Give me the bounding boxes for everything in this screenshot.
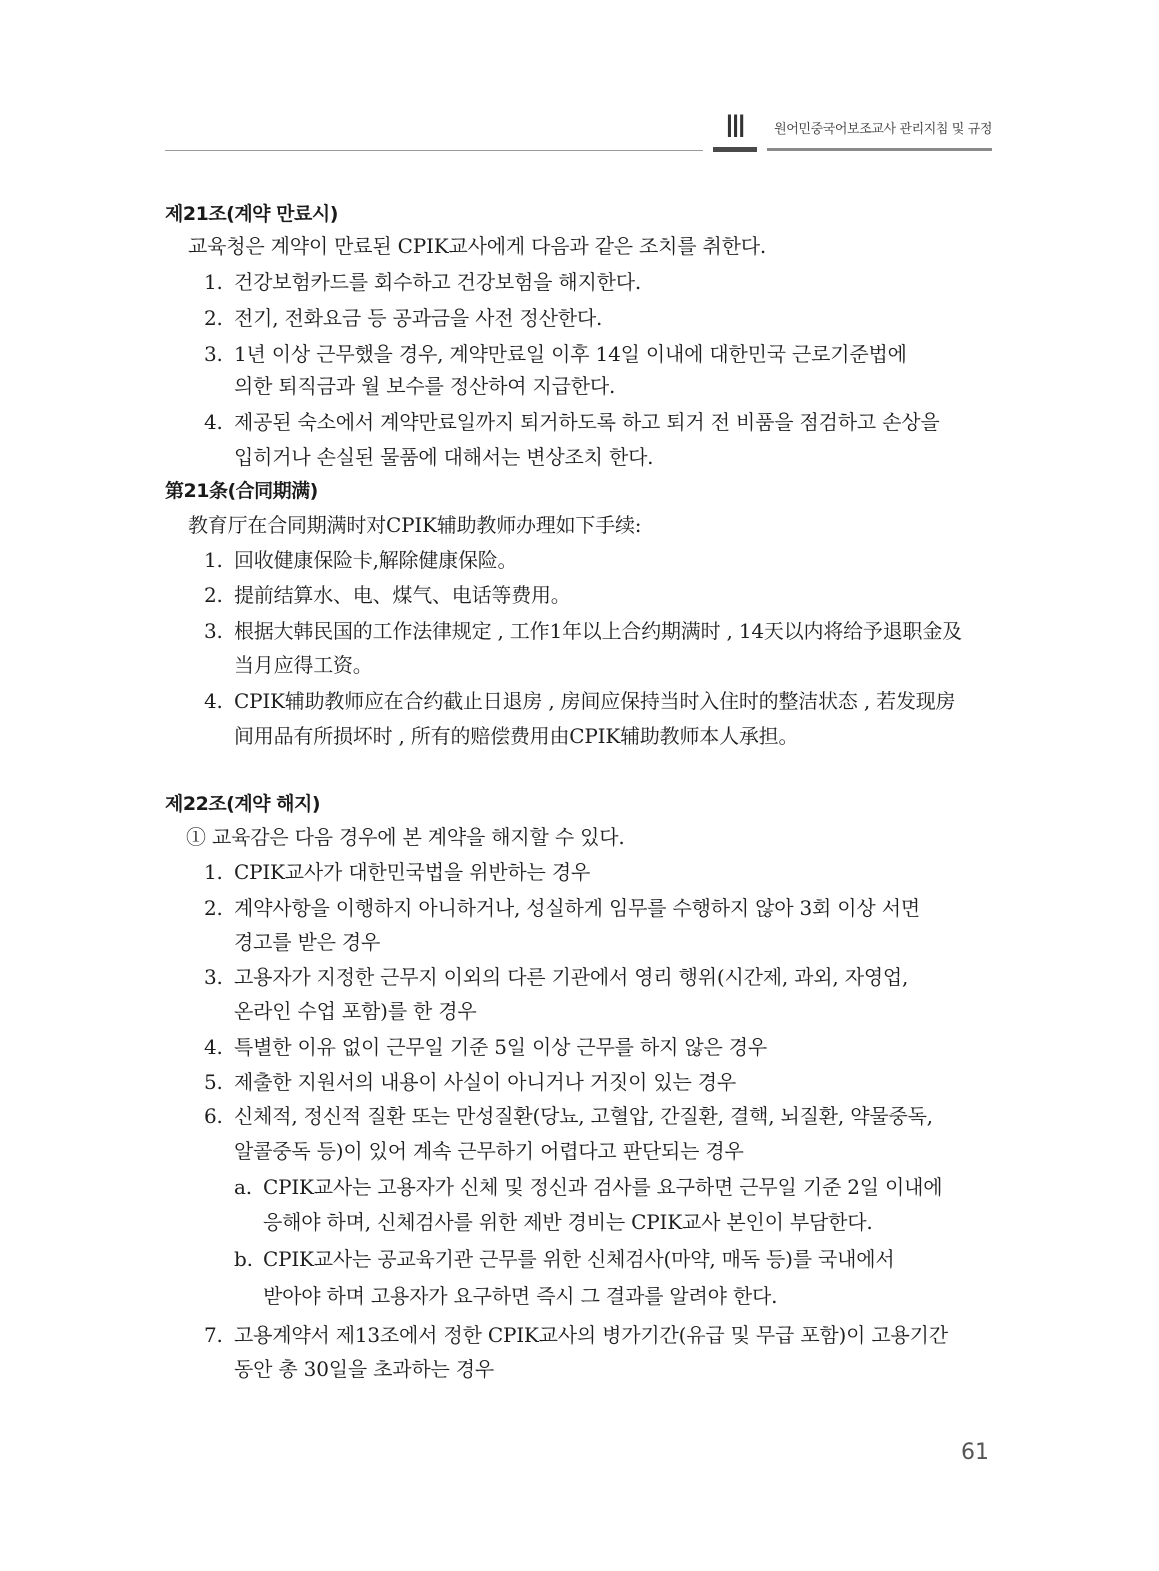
list-item bbox=[204, 265, 994, 299]
article-21-ko-heading: 제21조(계약 만료시) bbox=[165, 203, 338, 225]
item-number: 3. bbox=[204, 619, 223, 643]
subitem-letter: a. bbox=[234, 1175, 252, 1199]
item-text: 提前结算水、电、煤气、电话等费用。 bbox=[234, 583, 571, 607]
item-continuation: 온라인 수업 포함)를 한 경우 bbox=[234, 999, 477, 1023]
item-number: 1. bbox=[204, 860, 223, 884]
article-21-ko-intro: 교육청은 계약이 만료된 CPIK교사에게 다음과 같은 조치를 취한다. bbox=[188, 234, 767, 258]
chapter-underline bbox=[713, 147, 757, 152]
list-item bbox=[204, 1318, 994, 1352]
item-text: 전기, 전화요금 등 공과금을 사전 정산한다. bbox=[234, 306, 603, 330]
item-continuation: 间用品有所损坏时 , 所有的赔偿费用由CPIK辅助教师本人承担。 bbox=[234, 724, 799, 748]
item-text: 계약사항을 이행하지 아니하거나, 성실하게 임무를 수행하지 않아 3회 이상 서면 bbox=[234, 896, 920, 920]
article-22-ko-intro: ① 교육감은 다음 경우에 본 계약을 해지할 수 있다. bbox=[186, 825, 625, 849]
item-number: 2. bbox=[204, 583, 223, 607]
subitem-continuation: 응해야 하며, 신체검사를 위한 제반 경비는 CPIK교사 본인이 부담한다. bbox=[263, 1210, 873, 1234]
item-text: 回收健康保险卡,解除健康保险。 bbox=[234, 548, 518, 572]
item-text: 신체적, 정신적 질환 또는 만성질환(당뇨, 고혈압, 간질환, 결핵, 뇌질환, 약물중독, bbox=[234, 1104, 933, 1128]
item-number: 3. bbox=[204, 342, 223, 366]
item-text: 제출한 지원서의 내용이 사실이 아니거나 거짓이 있는 경우 bbox=[234, 1070, 736, 1094]
item-continuation: 동안 총 30일을 초과하는 경우 bbox=[234, 1357, 494, 1381]
item-number: 4. bbox=[204, 689, 223, 713]
item-number: 5. bbox=[204, 1070, 223, 1094]
item-continuation: 当月应得工资。 bbox=[234, 653, 373, 677]
item-text: 1년 이상 근무했을 경우, 계약만료일 이후 14일 이내에 대한민국 근로기준법에 bbox=[234, 342, 907, 366]
item-number: 1. bbox=[204, 270, 223, 294]
item-number: 2. bbox=[204, 896, 223, 920]
item-text: 根据大韩民国的工作法律规定 , 工作1年以上合约期满时 , 14天以内将给予退职金及 bbox=[234, 619, 962, 643]
list-item bbox=[204, 891, 994, 925]
list-item bbox=[204, 1065, 994, 1099]
sub-list-item bbox=[234, 1170, 994, 1204]
header-rule-left bbox=[165, 150, 703, 151]
item-number: 6. bbox=[204, 1104, 223, 1128]
list-item bbox=[204, 578, 994, 612]
sub-list-item bbox=[234, 1242, 994, 1276]
subitem-text: CPIK교사는 고용자가 신체 및 정신과 검사를 요구하면 근무일 기준 2일 이내에 bbox=[263, 1175, 943, 1199]
chapter-roman-numeral: Ⅲ bbox=[724, 109, 746, 144]
item-number: 4. bbox=[204, 410, 223, 434]
subitem-text: CPIK교사는 공교육기관 근무를 위한 신체검사(마약, 매독 등)를 국내에서 bbox=[263, 1247, 895, 1271]
list-item bbox=[204, 301, 994, 335]
item-text: CPIK辅助教师应在合约截止日退房 , 房间应保持当时入住时的整洁状态 , 若发现房 bbox=[234, 689, 956, 713]
header-rule-right bbox=[767, 148, 992, 151]
item-continuation: 입히거나 손실된 물품에 대해서는 변상조치 한다. bbox=[234, 445, 654, 469]
item-number: 4. bbox=[204, 1035, 223, 1059]
list-item bbox=[204, 337, 994, 371]
item-text: CPIK교사가 대한민국법을 위반하는 경우 bbox=[234, 860, 591, 884]
item-number: 3. bbox=[204, 965, 223, 989]
item-continuation: 경고를 받은 경우 bbox=[234, 930, 381, 954]
item-number: 2. bbox=[204, 306, 223, 330]
item-text: 고용자가 지정한 근무지 이외의 다른 기관에서 영리 행위(시간제, 과외, 자영업, bbox=[234, 965, 909, 989]
list-item bbox=[204, 960, 994, 994]
article-21-zh-heading: 第21条(合同期满) bbox=[165, 480, 318, 502]
item-text: 고용계약서 제13조에서 정한 CPIK교사의 병가기간(유급 및 무급 포함)이 고용기간 bbox=[234, 1323, 948, 1347]
subitem-letter: b. bbox=[234, 1247, 253, 1271]
list-item bbox=[204, 405, 994, 439]
subitem-continuation: 받아야 하며 고용자가 요구하면 즉시 그 결과를 알려야 한다. bbox=[263, 1284, 778, 1308]
list-item bbox=[204, 614, 994, 648]
list-item bbox=[204, 855, 994, 889]
item-text: 제공된 숙소에서 계약만료일까지 퇴거하도록 하고 퇴거 전 비품을 점검하고 손상을 bbox=[234, 410, 940, 434]
article-22-ko-heading: 제22조(계약 해지) bbox=[165, 793, 321, 815]
list-item bbox=[204, 543, 994, 577]
running-header-title: 원어민중국어보조교사 관리지침 및 규정 bbox=[774, 122, 992, 137]
list-item bbox=[204, 1030, 994, 1064]
item-text: 건강보험카드를 회수하고 건강보험을 해지한다. bbox=[234, 270, 642, 294]
item-text: 특별한 이유 없이 근무일 기준 5일 이상 근무를 하지 않은 경우 bbox=[234, 1035, 767, 1059]
article-21-zh-intro: 教育厅在合同期满时对CPIK辅助教师办理如下手续: bbox=[188, 513, 642, 537]
item-continuation: 의한 퇴직금과 월 보수를 정산하여 지급한다. bbox=[234, 374, 616, 398]
list-item bbox=[204, 684, 994, 718]
page-number: 61 bbox=[961, 1440, 989, 1465]
item-number: 1. bbox=[204, 548, 223, 572]
item-continuation: 알콜중독 등)이 있어 계속 근무하기 어렵다고 판단되는 경우 bbox=[234, 1139, 744, 1163]
list-item bbox=[204, 1099, 994, 1133]
item-number: 7. bbox=[204, 1323, 223, 1347]
